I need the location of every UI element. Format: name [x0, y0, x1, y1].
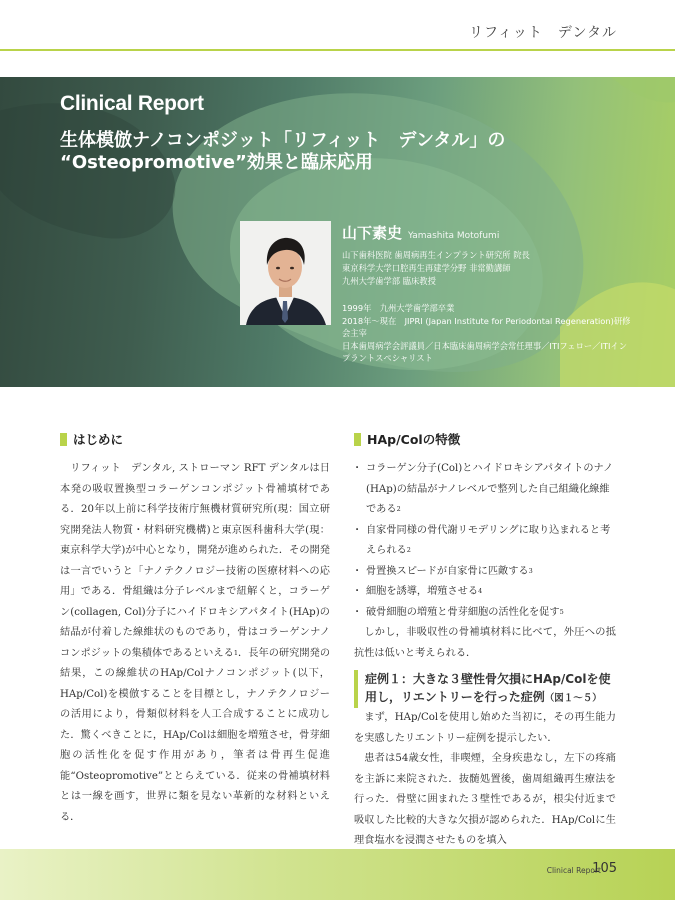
reference-mark: 3: [528, 566, 533, 575]
career-line: 日本歯周病学会評議員／日本臨床歯周病学会常任理事／ITIフェロー／ITIインプラントスペシャリスト: [342, 340, 628, 363]
features-list: [354, 459, 616, 623]
author-affiliations: [342, 249, 632, 288]
heading-marker: [60, 433, 67, 446]
case1-figure-ref: （図１～５）: [544, 693, 602, 704]
affiliation-line: 九州大学歯学部 臨床教授: [342, 276, 436, 286]
intro-heading-text: はじめに: [73, 432, 124, 447]
list-item: ・ コラーゲン分子(Col)とハイドロキシアパタイトのナノ(HAp)の結晶がナノレベルで整列した自己組織化線維である$^2$: [354, 459, 616, 521]
heading-marker: [354, 433, 361, 446]
reference-mark: 1: [233, 648, 238, 657]
career-line: 2018年〜現在 JIPRI (Japan Institute for Periodontal Regeneration)研修会主宰: [342, 315, 631, 338]
reference-mark: 4: [478, 587, 483, 595]
author-info: [342, 222, 632, 365]
features-heading-text: HAp/Colの特徴: [367, 432, 461, 447]
running-header: リフィット デンタル: [468, 25, 617, 41]
reference-mark: 5: [559, 607, 564, 616]
affiliation-line: 東京科学大学口腔再生再建学分野 非常勤講師: [342, 263, 511, 273]
author-photo: [240, 221, 331, 325]
case1-paragraph: まず，HAp/Colを使用し始めた当初に，その再生能力を実感したリエントリー症例を提示したい．: [354, 712, 616, 744]
case1-heading: [354, 670, 616, 708]
reference-mark: 2: [406, 546, 411, 554]
list-item: ・ 骨置換スピードが自家骨に匹敵する$^3$: [354, 562, 616, 583]
footer-section-label: Clinical Report: [546, 866, 601, 875]
right-column: [354, 428, 616, 852]
features-body: [354, 623, 616, 664]
author-name: 山下素史: [342, 224, 403, 242]
list-item: ・ 破骨細胞の増殖と骨芽細胞の活性化を促す$^5$: [354, 603, 616, 624]
features-heading: [354, 428, 616, 450]
list-item: ・ 自家骨同様の骨代謝リモデリングに取り込まれると考えられる$^2$: [354, 521, 616, 562]
case1-heading-text: 症例１：大きな３壁性骨欠損にHAp/Colを使用し，リエントリーを行った症例: [365, 672, 611, 704]
article-title: [60, 130, 580, 174]
author-name-roman: Yamashita Motofumi: [408, 231, 500, 241]
list-item: ・ 細胞を誘導，増殖させる$^4$: [354, 582, 616, 603]
section-label: Clinical Report: [60, 92, 204, 115]
article-title-line1: 生体模倣ナノコンポジット「リフィット デンタル」の: [60, 130, 506, 151]
author-portrait-image: [240, 221, 331, 325]
case1-body: [354, 708, 616, 852]
header-rule: [0, 49, 675, 51]
intro-heading: [60, 428, 330, 450]
page-number: 105: [592, 861, 617, 876]
intro-paragraph: リフィット デンタル, ストローマン RFT デンタルは日本発の吸収置換型コラーゲンコンポジット骨補填材である．20年以上前に科学技術庁無機材質研究所(現：国立研究開発法人物質・材料研究機構)と東京医科歯科大学(現：東京科学大学)が中心となり，開発が進められた．その開発は一言でいうと「ナノテクノロジー技術の医療材料への応用」である．骨組織は分子レベルまで紐解くと，コラーゲン(collagen, Col)分子にハイドロキシアパタイト(HAp)の結晶が付着した線維状のものであり，骨はコラーゲンナノコンポジットの集積体であるといえる$^1$．長年の研究開発の結果，この線維状のHAp/Colナノコンポジット(以下，HAp/Col)を模倣することを目標とし，ナノテクノロジーの活用により，骨類似材料を人工合成することに成功した．驚くべきことに，HAp/Colは細胞を増殖させ，骨芽細胞の活性化を促す作用があり，筆者は骨再生促進能“Osteopromotive”ととらえている．従来の骨補填材料とは一線を画す，世界に類を見ない革新的な材料といえる．: [60, 463, 331, 823]
left-column: [60, 428, 330, 828]
author-name-row: [342, 222, 632, 243]
intro-body: [60, 459, 330, 828]
case1-paragraph: 患者は54歳女性，非喫煙，全身疾患なし，左下の疼痛を主訴に来院された．抜髄処置後，歯周組織再生療法を行った．骨壁に囲まれた３壁性であるが，根尖付近まで吸収した比較的大きな欠損が認められた．HAp/Colに生理食塩水を浸潤させたものを填入: [354, 753, 616, 846]
career-line: 1999年 九州大学歯学部卒業: [342, 303, 455, 313]
author-career: [342, 302, 632, 365]
features-paragraph: しかし，非吸収性の骨補填材料に比べて，外圧への抵抗性は低いと考えられる．: [354, 627, 616, 659]
article-title-line2: “Osteopromotive”効果と臨床応用: [60, 152, 373, 173]
affiliation-line: 山下歯科医院 歯周病再生インプラント研究所 院長: [342, 250, 530, 260]
reference-mark: 2: [396, 505, 401, 513]
footer-band: [0, 849, 675, 900]
